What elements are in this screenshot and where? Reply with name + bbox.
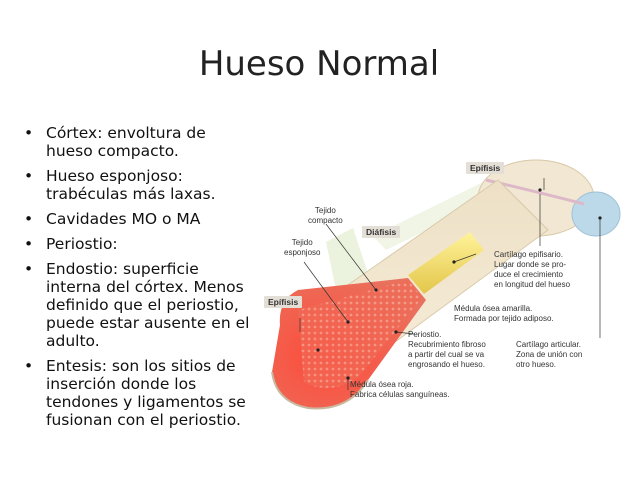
label-medula-amarilla	[454, 304, 554, 324]
bullet-item-periostio	[24, 235, 256, 253]
bullet-dot: •	[24, 260, 34, 278]
tag-epifisis-top: Epífisis	[466, 162, 504, 174]
label-line: Fabrica células sanguíneas.	[350, 390, 450, 399]
label-title: Cartílago epifisario.	[494, 250, 563, 259]
label-line: Formada por tejido adiposo.	[454, 314, 554, 323]
bullet-item-hueso-esponjoso	[24, 167, 256, 203]
bullet-text: Cavidades MO o MA	[46, 210, 201, 228]
label-line: Tejido	[314, 206, 336, 215]
label-tejido-esponjoso	[284, 238, 320, 258]
label-line: Zona de unión con	[516, 350, 583, 359]
label-line: Lugar donde se pro-	[494, 260, 567, 269]
bullet-dot: •	[24, 167, 34, 185]
label-line: a partir del cual se va	[408, 350, 485, 359]
bullet-text: Córtex: envoltura de hueso compacto.	[46, 124, 206, 160]
label-line: en longitud del hueso	[494, 280, 571, 289]
bullet-item-cavidades	[24, 210, 256, 228]
label-line: duce el crecimiento	[494, 270, 563, 279]
bullet-text: Endostio: superficie interna del córtex. Menos definido que el periostio, puede estar ausente en el adulto.	[46, 260, 250, 350]
bullet-dot: •	[24, 210, 34, 228]
label-line: Tejido	[291, 238, 313, 247]
label-line: esponjoso	[284, 248, 321, 257]
label-line: Recubrimiento fibroso	[408, 340, 486, 349]
label-medula-roja	[350, 380, 450, 400]
bullet-list	[24, 124, 256, 436]
bullet-dot: •	[24, 235, 34, 253]
label-cartilago-epifisario	[494, 250, 570, 290]
bullet-dot: •	[24, 124, 34, 142]
label-title: Cartílago articular.	[516, 340, 581, 349]
slide-title: Hueso Normal	[198, 44, 440, 84]
label-line: engrosando el hueso.	[408, 360, 485, 369]
label-cartilago-articular	[516, 340, 582, 370]
tag-epifisis-left: Epífisis	[264, 296, 302, 308]
label-periostio	[408, 330, 486, 370]
label-line: otro hueso.	[516, 360, 557, 369]
cartilago-articular-shape	[572, 192, 620, 236]
bone-figure	[258, 150, 630, 420]
tag-diafisis: Diáfisis	[362, 226, 400, 238]
bullet-item-endostio	[24, 260, 256, 350]
bullet-item-cortex	[24, 124, 256, 160]
label-tejido-compacto	[308, 206, 343, 226]
bullet-text: Entesis: son los sitios de inserción donde los tendones y ligamentos se fusionan con el periostio.	[46, 357, 246, 429]
bullet-text: Hueso esponjoso: trabéculas más laxas.	[46, 167, 216, 203]
label-title: Médula ósea amarilla.	[454, 304, 533, 313]
bullet-item-entesis	[24, 357, 256, 429]
bullet-text: Periostio:	[46, 235, 118, 253]
label-title: Periostio.	[408, 330, 442, 339]
bullet-dot: •	[24, 357, 34, 375]
label-line: compacto	[308, 216, 343, 225]
label-title: Médula ósea roja.	[350, 380, 414, 389]
